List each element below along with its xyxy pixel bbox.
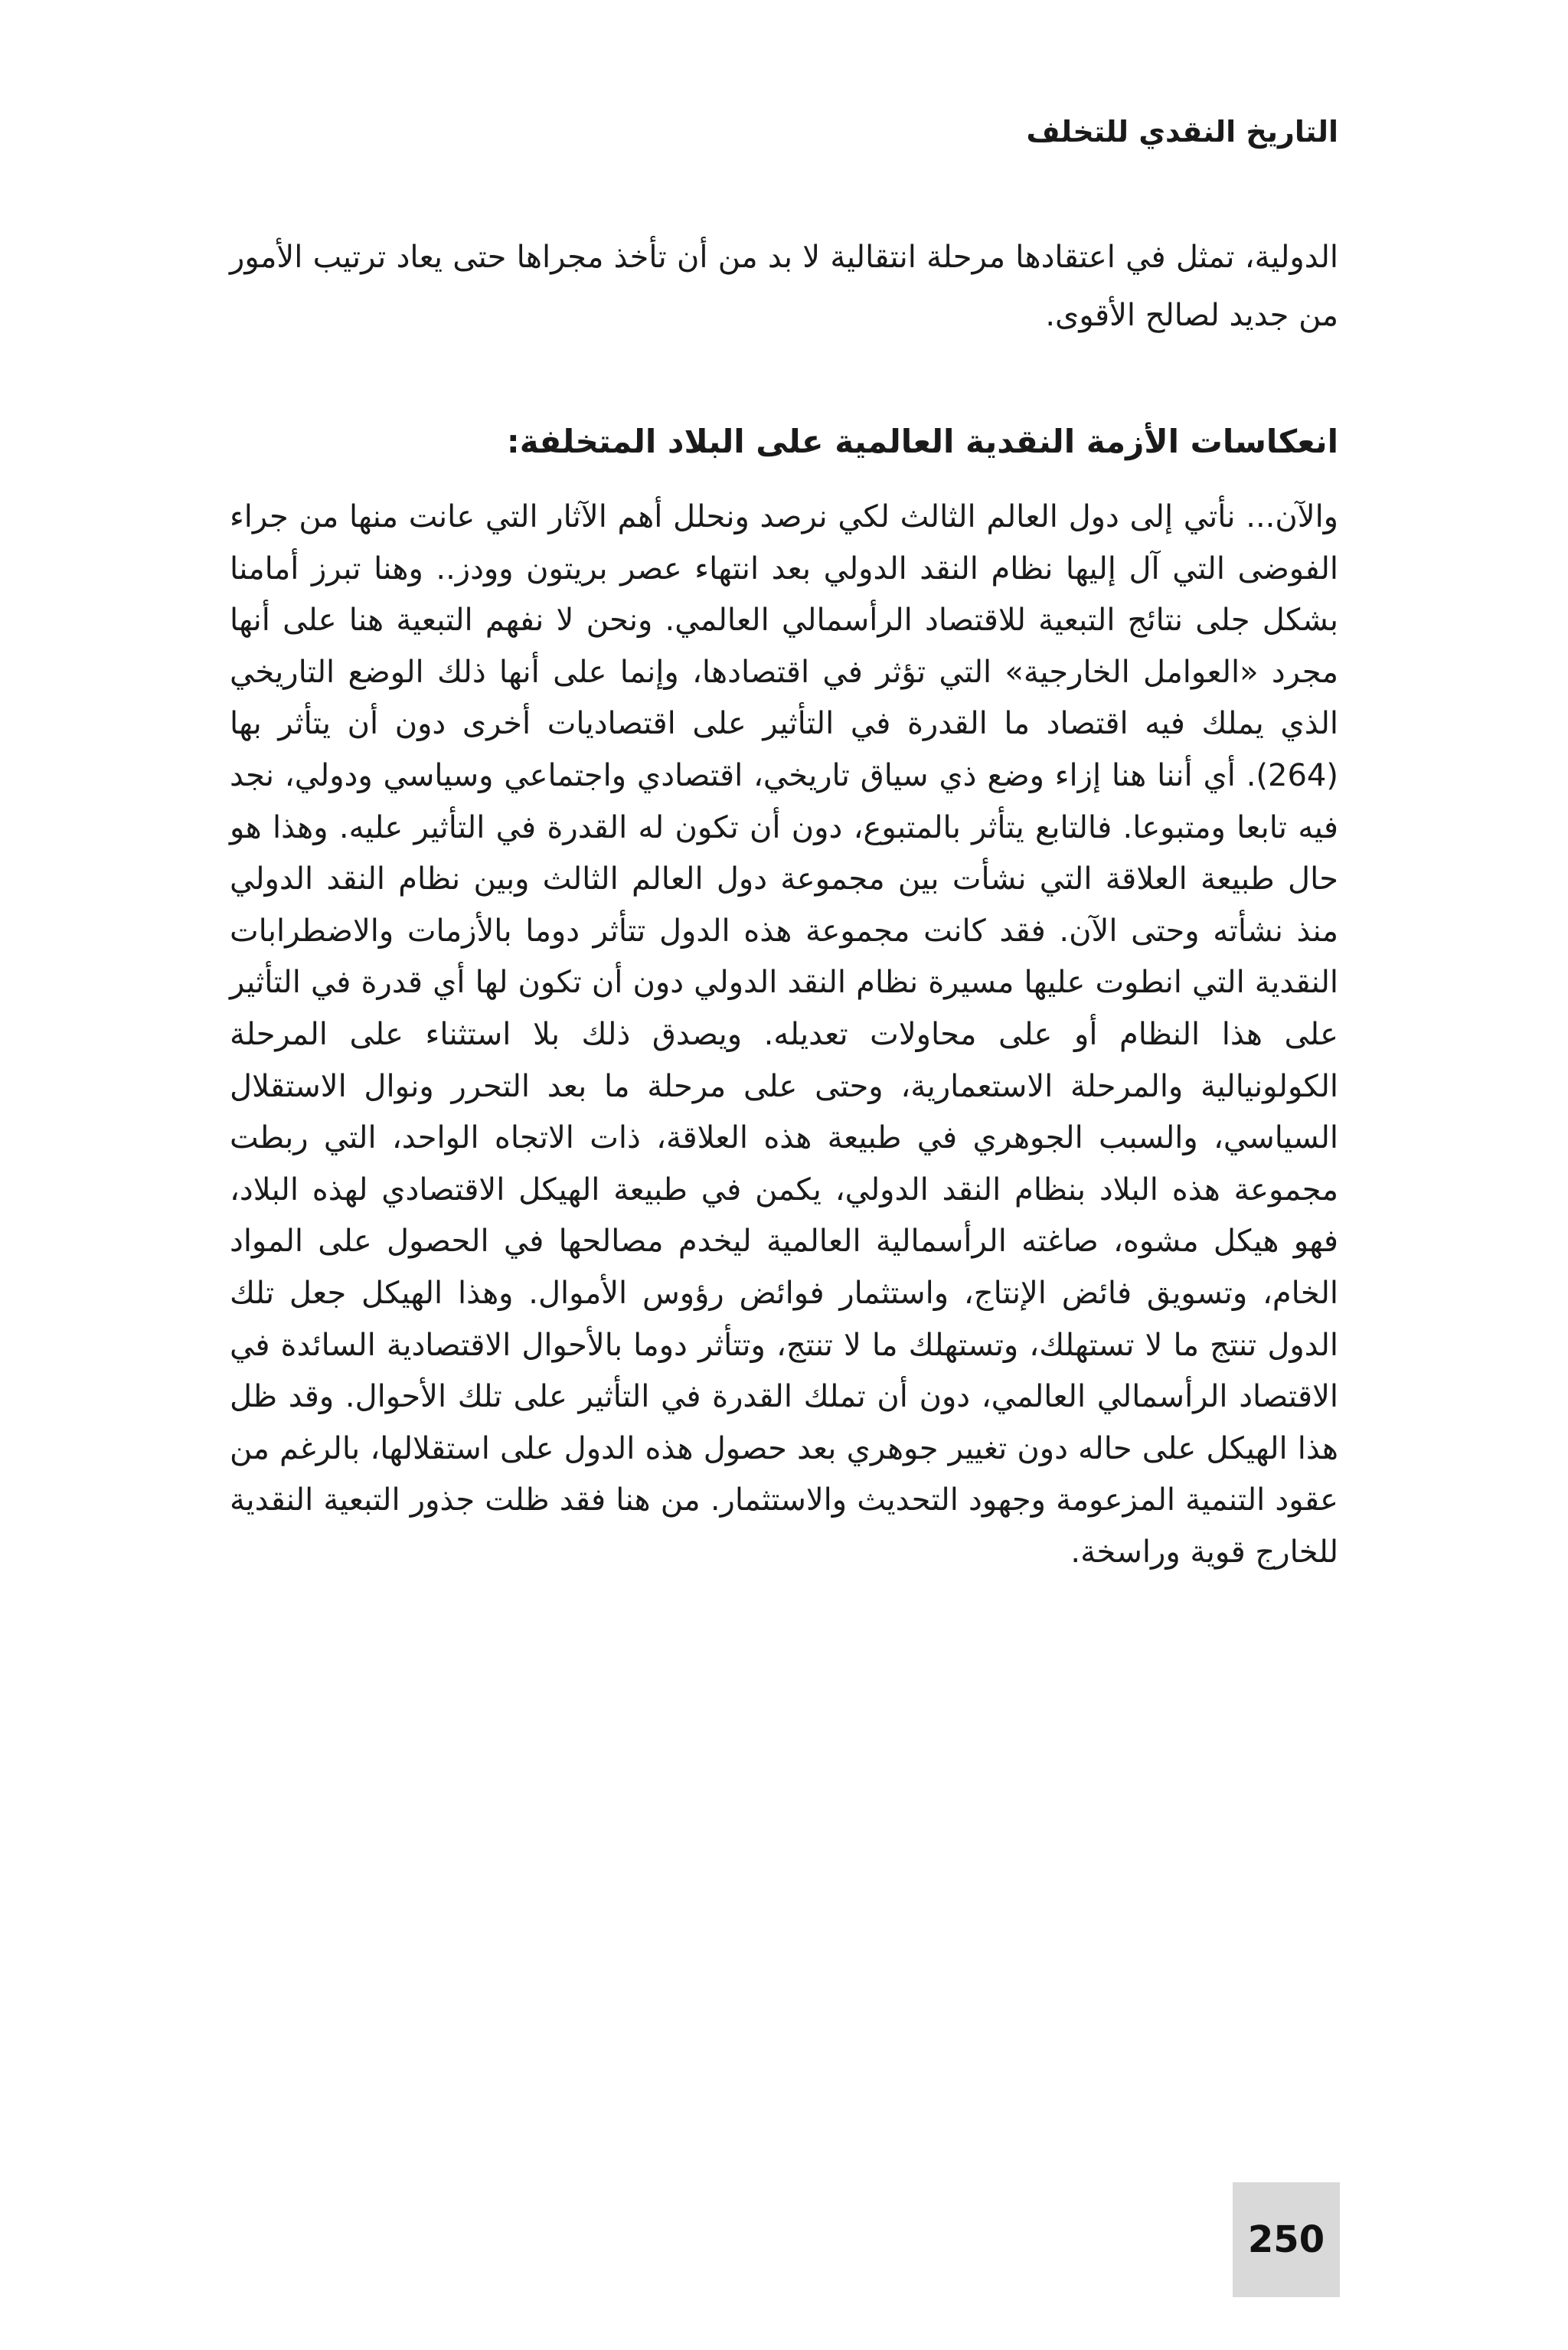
intro-paragraph [230, 228, 1338, 345]
section-heading: انعكاسات الأزمة النقدية العالمية على البلاد المتخلفة: [506, 423, 1338, 460]
page-number-box [1233, 2182, 1340, 2297]
body-paragraph-text: والآن... نأتي إلى دول العالم الثالث لكي نرصد ونحلل أهم الآثار التي عانت منها من جراء الفوضى التي آل إليها نظام النقد الدولي بعد انتهاء عصر بريتون وودز.. وهنا تبرز أمامنا بشكل جلى نتائج التبعية للاقتصاد الرأسمالي العالمي. ونحن لا نفهم التبعية هنا على أنها مجرد «العوامل الخارجية» التي تؤثر في اقتصادها، وإنما على أنها ذلك الوضع التاريخي الذي يملك فيه اقتصاد ما القدرة في التأثير على اقتصاديات أخرى دون أن يتأثر بها (264). أي أننا هنا إزاء وضع ذي سياق تاريخي، اقتصادي واجتماعي وسياسي ودولي، نجد فيه تابعا ومتبوعا. فالتابع يتأثر بالمتبوع، دون أن تكون له القدرة في التأثير عليه. وهذا هو حال طبيعة العلاقة التي نشأت بين مجموعة دول العالم الثالث وبين نظام النقد الدولي منذ نشأته وحتى الآن. فقد كانت مجموعة هذه الدول تتأثر دوما بالأزمات والاضطرابات النقدية التي انطوت عليها مسيرة نظام النقد الدولي دون أن تكون لها أي قدرة في التأثير على هذا النظام أو على محاولات تعديله. ويصدق ذلك بلا استثناء على المرحلة الكولونيالية والمرحلة الاستعمارية، وحتى على مرحلة ما بعد التحرر ونوال الاستقلال السياسي، والسبب الجوهري في طبيعة هذه العلاقة، ذات الاتجاه الواحد، التي ربطت مجموعة هذه البلاد بنظام النقد الدولي، يكمن في طبيعة الهيكل الاقتصادي لهذه البلاد، فهو هيكل مشوه، صاغته الرأسمالية العالمية ليخدم مصالحها في الحصول على المواد الخام، وتسويق فائض الإنتاج، واستثمار فوائض رؤوس الأموال. وهذا الهيكل جعل تلك الدول تنتج ما لا تستهلك، وتستهلك ما لا تنتج، وتتأثر دوما بالأحوال الاقتصادية السائدة في الاقتصاد الرأسمالي العالمي، دون أن تملك القدرة في التأثير على تلك الأحوال. وقد ظل هذا الهيكل على حاله دون تغيير جوهري بعد حصول هذه الدول على استقلالها، بالرغم من عقود التنمية المزعومة وجهود التحديث والاستثمار. من هنا فقد ظلت جذور التبعية النقدية للخارج قوية وراسخة. [230, 499, 1338, 1570]
page-number: 250 [1247, 2218, 1325, 2261]
body-paragraph [230, 492, 1338, 1578]
running-header: التاريخ النقدي للتخلف [1026, 115, 1338, 149]
intro-paragraph-text: الدولية، تمثل في اعتقادها مرحلة انتقالية لا بد من أن تأخذ مجراها حتى يعاد ترتيب الأمور من جديد لصالح الأقوى. [230, 240, 1338, 333]
